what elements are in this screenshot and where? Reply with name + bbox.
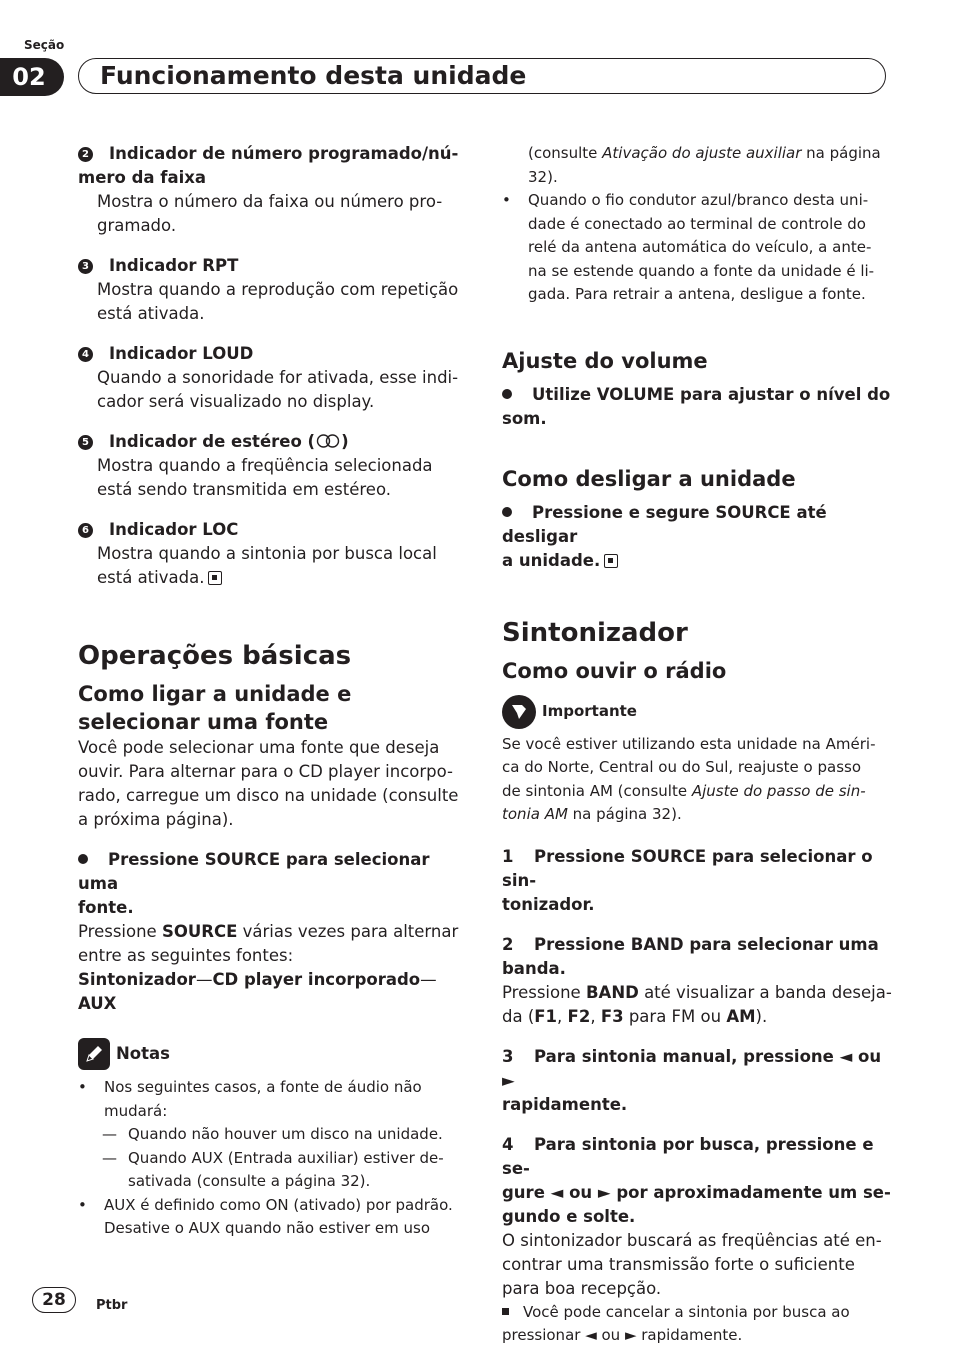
- pencil-icon: [78, 1038, 110, 1070]
- item-title: Indicador de estéreo (: [109, 432, 316, 451]
- step-number: 2: [502, 934, 514, 954]
- source-tuner: Sintonizador: [78, 970, 196, 989]
- instruction-text-cont: som.: [502, 408, 547, 428]
- item-desc: Mostra o número da faixa ou número pro-: [97, 192, 443, 211]
- key-f1: F1: [534, 1006, 558, 1026]
- item-desc: está ativada.: [97, 568, 205, 587]
- source-aux: AUX: [78, 994, 117, 1013]
- indicator-item-3: [78, 254, 470, 326]
- important-label: Importante: [542, 701, 637, 720]
- press-text: várias vezes para alternar: [237, 922, 459, 941]
- item-desc: Mostra quando a reprodução com repetição: [97, 280, 459, 299]
- number-circle: 5: [78, 435, 93, 450]
- indicator-item-6: [78, 518, 470, 590]
- item-desc: Mostra quando a sintonia por busca local: [97, 544, 437, 563]
- item-desc: está ativada.: [97, 304, 205, 323]
- intro-text: a próxima página).: [78, 810, 234, 829]
- language-code: Ptbr: [96, 1298, 128, 1313]
- number-circle: 4: [78, 347, 93, 362]
- step-text-cont: banda.: [502, 958, 566, 978]
- bullet-icon: [78, 854, 88, 864]
- item-desc: Mostra quando a freqüência selecionada: [97, 456, 433, 475]
- step-text: Pressione BAND para selecionar uma: [534, 934, 879, 954]
- key-am: AM: [726, 1006, 756, 1026]
- instruction-text: Utilize VOLUME para ajustar o nível do: [532, 384, 891, 404]
- dash-item: — Quando não houver um disco na unidade.: [78, 1123, 470, 1147]
- section-heading-basic-ops: Operações básicas: [78, 641, 352, 671]
- item-desc: está sendo transmitida em estéreo.: [97, 480, 392, 499]
- indicator-item-2: [78, 142, 470, 238]
- note-item: • Nos seguintes casos, a fonte de áudio não mudará:: [78, 1076, 470, 1123]
- left-column: [78, 142, 470, 1241]
- step-number: 3: [502, 1046, 514, 1066]
- important-ref: Ajuste do passo de sin-: [691, 781, 866, 800]
- item-title-end: ): [341, 432, 349, 451]
- subheading-turn-on: Como ligar a unidade e: [78, 682, 352, 706]
- key-band: BAND: [585, 982, 639, 1002]
- intro-text: Você pode selecionar uma fonte que deseja: [78, 738, 440, 757]
- right-column: (consulte Ativação do ajuste auxiliar na página 32). • Quando o fio condutor azul/branco desta uni- dade é conectado ao terminal de controle do relé da antena automática do veículo, a ante- na se estende quando a fonte da unidade é li- gada. Para retrair a antena, desligue a fonte. Ajuste do volume Utilize VOLUME para ajustar o nível do som. Como desligar a unidade Pressione e segure SOURCE até desligar a unidade. Sintonizador Como ouvir o rádio Importante Se você estiver utilizando esta unidade na Améri- ca do Norte, Central ou do Sul, reajuste o passo de sintonia AM (consulte Ajuste do passo de sin- tonia AM na página 32). 1 Pressione SOURCE para selecionar o sin- tonizador. 2 Pressione BAND para selecionar uma banda. Pressione BAND até visualizar a banda deseja- da (F1, F2, F3 para FM ou AM). 3 Para sintonia manual, pressione ◄ ou ► rapidamente. 4 Para sintonia por busca, pressione e se- gure ◄ ou ► por aproximadamente um se- gundo e solte. O sintonizador buscará as freqüências até en- contrar uma transmissão forte o suficiente para boa recepção. Você pode cancelar a sintonia por busca ao pressionar ◄ ou ► rapidamente.: [502, 142, 892, 1348]
- step-text-cont: gundo e solte.: [502, 1206, 636, 1226]
- item-title-cont: mero da faixa: [78, 168, 207, 187]
- note-cont: 32).: [528, 167, 558, 186]
- instruction-text-cont: fonte.: [78, 898, 134, 917]
- item-desc: gramado.: [97, 216, 177, 235]
- subheading-turn-on-cont: selecionar uma fonte: [78, 710, 329, 734]
- notes-header: [78, 1038, 470, 1070]
- source-cd: CD player incorporado: [212, 970, 421, 989]
- number-circle: 6: [78, 523, 93, 538]
- notes-label: Notas: [116, 1044, 170, 1063]
- bullet-icon: [502, 507, 512, 517]
- instruction-text: Pressione e segure SOURCE até desligar: [502, 502, 827, 546]
- step-text: Para sintonia por busca, pressione e se-: [502, 1134, 874, 1178]
- step-desc: para boa recepção.: [502, 1278, 662, 1298]
- item-title: Indicador LOUD: [109, 344, 254, 363]
- intro-text: ouvir. Para alternar para o CD player incorpo-: [78, 762, 453, 781]
- bullet-icon: [502, 389, 512, 399]
- end-mark-icon: [604, 554, 618, 568]
- key-f3: F3: [600, 1006, 624, 1026]
- page-number: 28: [32, 1287, 76, 1313]
- step-text-cont: rapidamente.: [502, 1094, 628, 1114]
- step-number: 4: [502, 1134, 514, 1154]
- section-heading-tuner: Sintonizador: [502, 617, 688, 648]
- dash-item: — Quando AUX (Entrada auxiliar) estiver de-: [78, 1147, 470, 1171]
- important-icon: [502, 695, 536, 729]
- end-mark-icon: [208, 571, 222, 585]
- indicator-item-4: [78, 342, 470, 414]
- item-desc: Quando a sonoridade for ativada, esse indi-: [97, 368, 459, 387]
- subheading-volume: Ajuste do volume: [502, 348, 708, 373]
- item-title: Indicador de número programado/nú-: [109, 144, 459, 163]
- step-text-cont: tonizador.: [502, 894, 595, 914]
- note-cont-ref: Ativação do ajuste auxiliar: [602, 144, 802, 162]
- dash-item-cont: sativada (consulte a página 32).: [128, 1172, 371, 1190]
- stereo-icon: [315, 434, 341, 448]
- step-note-cont: pressionar ◄ ou ► rapidamente.: [502, 1326, 743, 1344]
- item-desc: cador será visualizado no display.: [97, 392, 375, 411]
- instruction-text-cont: a unidade.: [502, 550, 601, 570]
- key-f2: F2: [567, 1006, 591, 1026]
- section-number-badge: 02: [0, 58, 64, 96]
- note-cont: na página: [801, 144, 881, 162]
- important-header: [502, 695, 892, 729]
- important-text: de sintonia AM (consulte: [502, 781, 692, 800]
- press-text: Pressione: [78, 922, 162, 941]
- instruction-text: Pressione SOURCE para selecionar uma: [78, 850, 430, 893]
- note-item: • AUX é definido como ON (ativado) por padrão. Desative o AUX quando não estiver em uso: [78, 1194, 470, 1241]
- step-number: 1: [502, 846, 514, 866]
- page-title: Funcionamento desta unidade: [100, 61, 527, 90]
- key-source: SOURCE: [161, 922, 238, 941]
- number-circle: 2: [78, 147, 93, 162]
- important-ref: tonia AM: [502, 805, 568, 823]
- important-text: Se você estiver utilizando esta unidade na Améri-: [502, 734, 876, 753]
- item-title: Indicador LOC: [109, 520, 239, 539]
- subheading-radio: Como ouvir o rádio: [502, 658, 727, 683]
- number-circle: 3: [78, 259, 93, 274]
- indicator-item-5: [78, 430, 470, 502]
- square-bullet-icon: [502, 1308, 509, 1315]
- step-desc: contrar uma transmissão forte o suficiente: [502, 1254, 855, 1274]
- subheading-turn-off: Como desligar a unidade: [502, 466, 796, 491]
- section-label: Seção: [24, 38, 65, 52]
- item-title: Indicador RPT: [109, 256, 239, 275]
- notes-list: [78, 1076, 470, 1123]
- source-dash: —: [195, 970, 213, 989]
- important-text: ca do Norte, Central ou do Sul, reajuste o passo: [502, 758, 862, 776]
- step-note: Você pode cancelar a sintonia por busca ao: [523, 1302, 850, 1321]
- step-desc: O sintonizador buscará as freqüências até en-: [502, 1230, 882, 1250]
- intro-text: rado, carregue um disco na unidade (consulte: [78, 786, 459, 805]
- important-text: na página 32).: [567, 805, 682, 823]
- step-text: Pressione SOURCE para selecionar o sin-: [502, 846, 873, 890]
- note-item: • Quando o fio condutor azul/branco desta uni- dade é conectado ao terminal de controle do relé da antena automática do veículo, a ante- na se estende quando a fonte da unidade é li- gada. Para retrair a antena, desligue a fonte.: [502, 189, 892, 307]
- source-dash: —: [420, 970, 437, 989]
- step-text: Para sintonia manual, pressione ◄ ou ►: [502, 1046, 882, 1090]
- note-cont: (consulte: [528, 144, 603, 162]
- press-text-cont: entre as seguintes fontes:: [78, 946, 294, 965]
- step-text-cont: gure ◄ ou ► por aproximadamente um se-: [502, 1182, 891, 1202]
